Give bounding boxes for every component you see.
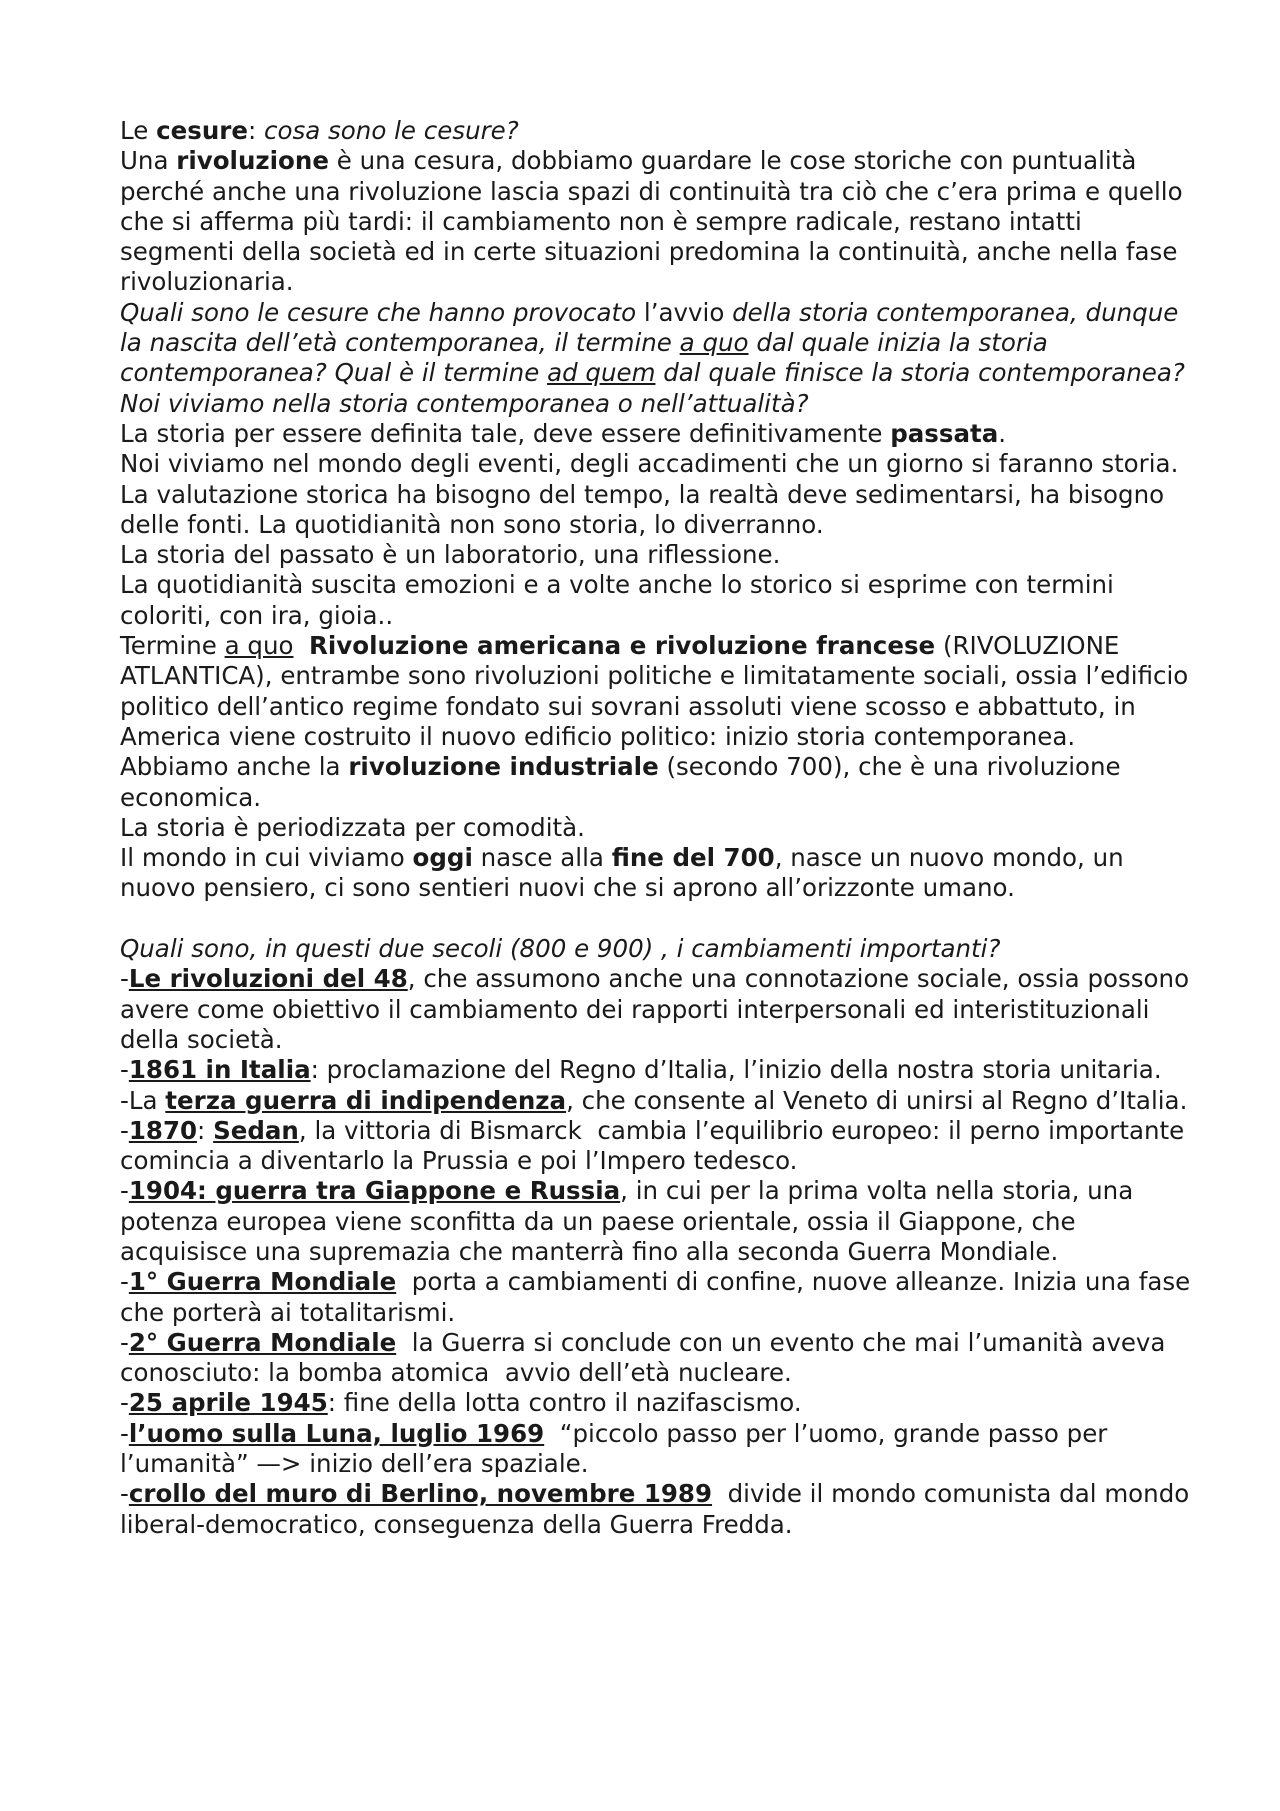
paragraph-questions — [120, 298, 1200, 419]
underlined-term: ad quem — [547, 358, 656, 388]
list-item — [120, 1055, 1200, 1085]
paragraph-periodizzata: La storia è periodizzata per comodità. — [120, 812, 585, 842]
text: l’avvio — [636, 297, 733, 327]
text: : — [197, 1115, 214, 1145]
list-item — [120, 1328, 1200, 1389]
text: Abbiamo anche la — [120, 752, 349, 782]
bold-term: fine del 700 — [611, 843, 775, 873]
bold-term: Rivoluzione americana e rivoluzione francese — [309, 631, 936, 661]
bold-underlined-term: crollo del muro di Berlino, novembre 1989 — [128, 1479, 713, 1509]
text: - — [120, 1327, 129, 1357]
text: divide il mondo comunista dal mondo liberal-democratico, conseguenza della Guerra Fredda. — [120, 1479, 1198, 1539]
paragraph-cesure-question — [120, 116, 1200, 146]
text: è una cesura, dobbiamo guardare le cose storiche con puntualità perché anche una rivoluzione lascia spazi di continuità tra ciò che c’era prima e quello che si afferma più tardi: il cambiamento non è sempre radicale, restano intatti segmenti della società ed in certe situazioni predomina la continuità, anche nella fase rivoluzionaria. — [120, 146, 1191, 297]
bold-underlined-term: 1° Guerra Mondiale — [128, 1267, 397, 1297]
list-item — [120, 1267, 1200, 1328]
paragraph-rivoluzione — [120, 146, 1200, 297]
text: nasce alla — [472, 843, 612, 873]
bold-underlined-term: Sedan — [213, 1115, 299, 1145]
text: (RIVOLUZIONE ATLANTICA), entrambe sono rivoluzioni politiche e limitatamente sociali, ossia l’edificio politico dell’antico regime fondato sui sovrani assoluti viene scosso e abbattuto, in America viene costruito il nuovo edificio politico: inizio storia contemporanea. — [120, 631, 1197, 751]
bold-underlined-term: 1870 — [128, 1115, 198, 1145]
text: la Guerra si conclude con un evento che mai l’umanità aveva conosciuto: la bomba atomica avvio dell’età nucleare. — [120, 1327, 1174, 1388]
text: - — [120, 1267, 129, 1297]
text: , in cui per la prima volta nella storia, una potenza europea viene sconfitta da un paese orientale, ossia il Giappone, che acquisisce una supremazia che manterrà fino alla seconda Guerra Mondiale. — [120, 1176, 1142, 1266]
text: , nasce un nuovo mondo, un nuovo pensiero, ci sono sentieri nuovi che si aprono all’orizzonte umano. — [120, 843, 1132, 903]
paragraph-two-centuries-question — [120, 934, 1200, 964]
bold-underlined-term: Le rivoluzioni del 48 — [128, 964, 408, 994]
bold-underlined-term: l’uomo sulla Luna, luglio 1969 — [128, 1418, 545, 1448]
bold-underlined-term: terza guerra di indipendenza — [165, 1085, 567, 1115]
text: - — [120, 1115, 129, 1145]
list-item — [120, 1388, 1200, 1418]
blank-line — [120, 904, 1200, 934]
italic-question: cosa sono le cesure? — [264, 116, 519, 145]
italic-text: dal quale finisce la storia contemporanea? Noi viviamo nella storia contemporanea o nell’attualità? — [120, 358, 1193, 418]
bold-term: passata — [890, 418, 999, 448]
underlined-term: a quo — [679, 328, 749, 358]
text: La storia per essere definita tale, deve essere definitivamente — [120, 418, 891, 448]
text: “piccolo passo per l’uomo, grande passo per l’umanità” —> inizio dell’era spaziale. — [120, 1418, 1116, 1479]
italic-text: della storia contemporanea, dunque la nascita dell’età contemporanea, il termine — [120, 297, 1187, 358]
list-item — [120, 1176, 1200, 1267]
paragraph-emozioni: La quotidianità suscita emozioni e a volte anche lo storico si esprime con termini coloriti, con ira, gioia.. — [120, 570, 1122, 630]
text: , che assumono anche una connotazione sociale, ossia possono avere come obiettivo il cambiamento dei rapporti interpersonali ed interistituzionali della società. — [120, 964, 1197, 1054]
bold-term: rivoluzione industriale — [348, 752, 659, 782]
underlined-term: a quo — [224, 631, 294, 661]
text: , la vittoria di Bismarck cambia l’equilibrio europeo: il perno importante comincia a diventarlo la Prussia e poi l’Impero tedesco. — [120, 1115, 1192, 1176]
italic-text: Quali sono le cesure che hanno provocato — [120, 297, 637, 327]
text: : fine della lotta contro il nazifascismo. — [327, 1388, 802, 1418]
text: : proclamazione del Regno d’Italia, l’inizio della nostra storia unitaria. — [310, 1055, 1162, 1085]
text — [293, 631, 309, 660]
italic-text: dal quale inizia la storia contemporanea? Qual è il termine — [120, 328, 1056, 388]
text: (secondo 700), che è una rivoluzione economica. — [120, 752, 1129, 812]
text: , che consente al Veneto di unirsi al Regno d’Italia. — [566, 1085, 1188, 1115]
bold-underlined-term: 2° Guerra Mondiale — [128, 1327, 397, 1357]
text: - — [120, 1055, 129, 1085]
text: Il mondo in cui viviamo — [120, 843, 413, 873]
paragraph-eventi: Noi viviamo nel mondo degli eventi, degli accadimenti che un giorno si faranno storia. La valutazione storica ha bisogno del tempo, la realtà deve sedimentarsi, ha bisogno delle fonti. La quotidianità non sono storia, lo diverranno. — [120, 449, 1187, 539]
list-item — [120, 964, 1200, 1055]
bold-underlined-term: 1861 in Italia — [128, 1055, 311, 1085]
text: - — [120, 964, 129, 994]
text: porta a cambiamenti di confine, nuove alleanze. Inizia una fase che porterà ai totalitarismi. — [120, 1267, 1199, 1327]
list-item — [120, 1116, 1200, 1177]
list-item — [120, 1419, 1200, 1480]
bold-underlined-term: 1904: guerra tra Giappone e Russia — [128, 1176, 621, 1206]
text: - — [120, 1418, 129, 1448]
list-item — [120, 1086, 1200, 1116]
bold-term: rivoluzione — [176, 146, 329, 176]
text: - — [120, 1479, 129, 1509]
document-page — [120, 116, 1200, 1540]
paragraph-termine-a-quo — [120, 631, 1200, 752]
paragraph-passata — [120, 419, 1200, 449]
italic-question: Quali sono, in questi due secoli (800 e 900) , i cambiamenti importanti? — [120, 934, 1001, 964]
text: Una — [120, 146, 177, 176]
text: Termine — [120, 631, 225, 661]
bold-term: oggi — [412, 843, 473, 873]
bold-term: cesure — [156, 116, 248, 145]
text: . — [998, 418, 1007, 448]
text: - — [120, 1388, 129, 1418]
paragraph-oggi — [120, 843, 1200, 904]
paragraph-industriale — [120, 752, 1200, 813]
text: : — [247, 116, 265, 145]
text: - — [120, 1176, 129, 1206]
bold-underlined-term: 25 aprile 1945 — [128, 1388, 328, 1418]
list-item — [120, 1479, 1200, 1540]
text: -La — [120, 1085, 166, 1115]
text: Le — [120, 116, 157, 145]
paragraph-laboratorio: La storia del passato è un laboratorio, una riflessione. — [120, 540, 781, 570]
